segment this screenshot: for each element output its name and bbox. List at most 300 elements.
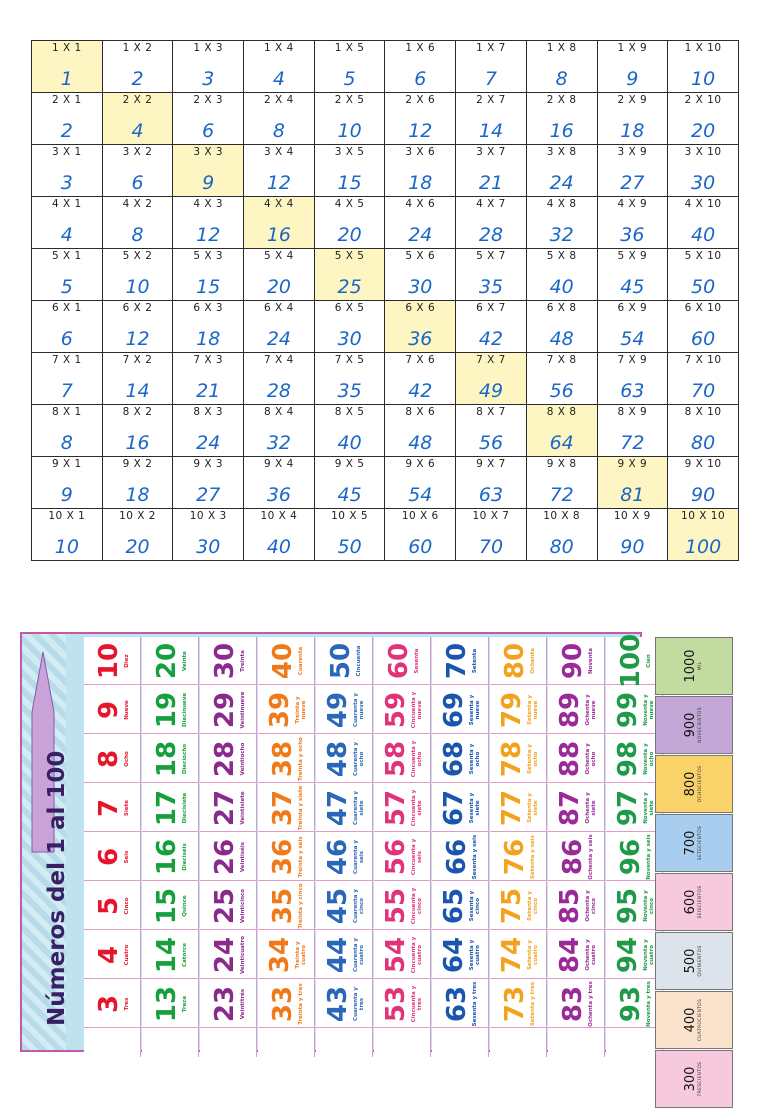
table-cell — [314, 197, 385, 249]
table-cell — [385, 301, 456, 353]
cell-expression: 9 X 1 — [51, 458, 82, 470]
poster-number-word: Noventa y ocho — [642, 742, 655, 775]
poster-number-cell — [258, 931, 315, 979]
hundreds-number: 600 — [683, 889, 698, 915]
table-cell — [385, 249, 456, 301]
poster-number-cell — [142, 784, 199, 832]
poster-number: 19 — [151, 691, 182, 728]
poster-number-word: Ochenta y siete — [584, 791, 597, 824]
hundreds-word: SETECIENTOS — [698, 825, 703, 861]
cell-result: 24 — [408, 224, 433, 246]
poster-number-word: Ochenta y nueve — [584, 693, 597, 726]
cell-result: 12 — [266, 172, 291, 194]
cell-expression: 5 X 5 — [334, 250, 365, 262]
table-cell — [314, 405, 385, 457]
cell-expression: 3 X 1 — [51, 146, 82, 158]
poster-number-word: Cuarenta y ocho — [352, 741, 365, 776]
poster-number-word: Dieciséis — [181, 842, 188, 871]
poster-number: 89 — [554, 691, 585, 728]
table-cell — [456, 353, 527, 405]
table-cell — [173, 249, 244, 301]
poster-number: 76 — [499, 838, 530, 875]
poster-number: 8 — [93, 749, 124, 768]
poster-number-word: Seis — [123, 850, 130, 863]
cell-result: 45 — [337, 484, 362, 506]
poster-number: 75 — [496, 887, 527, 924]
cell-result: 30 — [196, 536, 221, 558]
cell-result: 45 — [620, 276, 645, 298]
cell-result: 48 — [549, 328, 574, 350]
table-cell — [526, 145, 597, 197]
poster-number: 100 — [615, 633, 646, 688]
poster-number-cell — [316, 784, 373, 832]
multiplication-table-body — [32, 41, 739, 561]
poster-number: 95 — [612, 887, 643, 924]
cell-expression: 8 X 2 — [122, 406, 153, 418]
hundreds-number: 900 — [683, 712, 698, 738]
cell-expression: 9 X 4 — [264, 458, 294, 470]
cell-result: 14 — [478, 120, 504, 142]
cell-result: 81 — [620, 484, 645, 506]
cell-result: 100 — [684, 536, 722, 558]
poster-number-word: Setenta y cinco — [526, 890, 539, 921]
table-cell — [102, 41, 173, 93]
table-cell — [102, 249, 173, 301]
poster-number-word: Siete — [123, 799, 130, 816]
poster-number-cell — [374, 931, 431, 979]
poster-number-cell — [432, 637, 489, 685]
cell-expression: 3 X 3 — [193, 146, 224, 158]
table-cell — [526, 249, 597, 301]
poster-number: 73 — [499, 985, 530, 1022]
cell-result: 6 — [60, 328, 73, 350]
table-cell — [597, 197, 668, 249]
cell-result: 5 — [343, 68, 356, 90]
table-cell — [32, 93, 103, 145]
poster-number-cell — [490, 833, 547, 881]
cell-expression: 7 X 6 — [405, 354, 436, 366]
poster-column — [142, 637, 199, 1057]
table-row — [32, 301, 739, 353]
cell-result: 63 — [620, 380, 645, 402]
table-cell — [173, 93, 244, 145]
poster-number-word: Setenta y ocho — [526, 743, 539, 774]
cell-expression: 7 X 10 — [684, 354, 722, 366]
poster-number-word: Ochenta y tres — [587, 980, 594, 1027]
table-cell — [668, 93, 739, 145]
cell-result: 12 — [125, 328, 150, 350]
cell-result: 56 — [478, 432, 504, 454]
cell-result: 18 — [408, 172, 433, 194]
poster-number-cell — [374, 980, 431, 1028]
table-cell — [244, 405, 315, 457]
cell-result: 42 — [478, 328, 504, 350]
cell-expression: 8 X 5 — [334, 406, 365, 418]
poster-number: 57 — [380, 789, 411, 826]
poster-number-cell — [432, 784, 489, 832]
poster-number-cell — [84, 980, 141, 1028]
table-cell — [456, 41, 527, 93]
table-cell — [102, 93, 173, 145]
numbers-poster — [20, 632, 655, 1052]
cell-expression: 2 X 8 — [546, 94, 577, 106]
poster-number-word: Treinta y cuatro — [294, 940, 307, 969]
cell-expression: 6 X 5 — [334, 302, 365, 314]
cell-expression: 6 X 1 — [51, 302, 82, 314]
poster-number: 23 — [209, 985, 240, 1022]
cell-result: 20 — [125, 536, 150, 558]
cell-result: 9 — [60, 484, 73, 506]
cell-expression: 5 X 7 — [476, 250, 506, 262]
cell-result: 15 — [196, 276, 221, 298]
table-cell — [597, 93, 668, 145]
table-cell — [597, 509, 668, 561]
poster-number-word: Diecisiete — [181, 792, 188, 823]
table-cell — [456, 457, 527, 509]
cell-result: 6 — [414, 68, 427, 90]
cell-expression: 2 X 5 — [334, 94, 365, 106]
poster-number: 27 — [209, 789, 240, 826]
poster-number-cell — [490, 784, 547, 832]
poster-number: 66 — [441, 838, 472, 875]
cell-expression: 2 X 1 — [51, 94, 82, 106]
cell-expression: 3 X 4 — [264, 146, 294, 158]
hundreds-word: CUATROCIENTOS — [698, 998, 703, 1042]
table-cell — [173, 457, 244, 509]
table-row — [32, 93, 739, 145]
poster-number: 39 — [264, 691, 295, 728]
table-cell — [102, 145, 173, 197]
table-cell — [314, 41, 385, 93]
poster-number-word: Sesenta y tres — [471, 981, 478, 1026]
poster-number-word: Ochenta y ocho — [584, 742, 597, 775]
cell-expression: 9 X 2 — [122, 458, 153, 470]
table-cell — [668, 353, 739, 405]
cell-expression: 4 X 7 — [476, 198, 506, 210]
poster-number-cell — [490, 735, 547, 783]
poster-number-word: Cuarenta y cuatro — [352, 937, 365, 972]
poster-number-word: Treinta — [239, 649, 246, 672]
poster-number-word: Sesenta y siete — [468, 792, 481, 823]
hundreds-number: 300 — [683, 1066, 698, 1092]
table-cell — [597, 145, 668, 197]
poster-number-cell — [490, 686, 547, 734]
poster-number-cell — [84, 686, 141, 734]
poster-number-word: Veinte — [181, 650, 188, 671]
cell-expression: 1 X 7 — [476, 42, 506, 54]
cell-result: 32 — [266, 432, 291, 454]
poster-number: 9 — [93, 700, 124, 719]
poster-number: 34 — [264, 936, 295, 973]
poster-number-cell — [200, 931, 257, 979]
cell-expression: 3 X 2 — [122, 146, 153, 158]
hundreds-cell — [655, 637, 733, 695]
cell-expression: 8 X 8 — [546, 406, 577, 418]
table-cell — [102, 301, 173, 353]
poster-number-word: Setenta — [471, 648, 478, 673]
cell-result: 8 — [272, 120, 285, 142]
table-row — [32, 405, 739, 457]
table-cell — [173, 509, 244, 561]
table-cell — [526, 197, 597, 249]
cell-result: 50 — [337, 536, 362, 558]
poster-number: 4 — [93, 945, 124, 964]
poster-number: 48 — [322, 740, 353, 777]
cell-result: 80 — [691, 432, 716, 454]
cell-expression: 10 X 2 — [119, 510, 156, 522]
cell-expression: 2 X 3 — [193, 94, 224, 106]
poster-number: 28 — [209, 740, 240, 777]
cell-expression: 4 X 5 — [334, 198, 365, 210]
poster-number-word: Diez — [123, 653, 130, 668]
cell-expression: 5 X 8 — [546, 250, 577, 262]
poster-number-word: Noventa y tres — [645, 980, 652, 1027]
cell-expression: 10 X 8 — [543, 510, 581, 522]
cell-result: 18 — [620, 120, 645, 142]
cell-expression: 2 X 2 — [122, 94, 153, 106]
table-cell — [314, 457, 385, 509]
cell-result: 35 — [478, 276, 504, 298]
poster-number-word: Noventa y seis — [645, 833, 652, 880]
cell-result: 40 — [266, 536, 291, 558]
cell-result: 48 — [408, 432, 433, 454]
poster-number-word: Treinta y tres — [297, 982, 304, 1025]
cell-result: 20 — [691, 120, 716, 142]
cell-result: 72 — [620, 432, 645, 454]
poster-number-cell — [258, 686, 315, 734]
poster-number-cell — [200, 686, 257, 734]
poster-number: 68 — [438, 740, 469, 777]
cell-result: 40 — [691, 224, 716, 246]
poster-number-word: Treinta y cinco — [297, 882, 304, 929]
poster-number: 5 — [93, 896, 124, 915]
cell-result: 42 — [408, 380, 433, 402]
poster-number-cell — [200, 882, 257, 930]
poster-number-cell — [258, 735, 315, 783]
table-cell — [314, 145, 385, 197]
poster-number-word: Cuarenta y siete — [352, 790, 365, 825]
table-cell — [456, 405, 527, 457]
poster-number-cell — [142, 931, 199, 979]
poster-number: 79 — [496, 691, 527, 728]
poster-number-word: Sesenta y seis — [471, 834, 478, 879]
cell-expression: 5 X 1 — [51, 250, 82, 262]
poster-number-cell — [200, 784, 257, 832]
table-cell — [314, 249, 385, 301]
poster-number-word: Treinta y seis — [297, 835, 304, 878]
table-cell — [526, 457, 597, 509]
cell-expression: 7 X 2 — [122, 354, 153, 366]
poster-number-cell — [490, 931, 547, 979]
poster-number-cell — [142, 735, 199, 783]
cell-expression: 6 X 9 — [617, 302, 648, 314]
cell-expression: 8 X 10 — [684, 406, 722, 418]
poster-number-word: Sesenta — [413, 648, 420, 673]
poster-number-word: Noventa y cinco — [642, 889, 655, 922]
table-cell — [32, 301, 103, 353]
hundreds-number: 400 — [683, 1007, 698, 1033]
poster-number-cell — [432, 833, 489, 881]
cell-result: 25 — [337, 276, 362, 298]
poster-number: 10 — [93, 642, 124, 679]
cell-result: 16 — [549, 120, 574, 142]
poster-number-cell — [84, 784, 141, 832]
table-cell — [668, 405, 739, 457]
poster-number-word: Veintiocho — [239, 742, 246, 775]
poster-number: 14 — [151, 936, 182, 973]
poster-number-cell — [548, 882, 605, 930]
cell-result: 10 — [337, 120, 362, 142]
table-cell — [385, 353, 456, 405]
poster-number: 83 — [557, 985, 588, 1022]
cell-result: 35 — [337, 380, 362, 402]
cell-result: 6 — [202, 120, 215, 142]
table-row — [32, 509, 739, 561]
cell-result: 4 — [131, 120, 144, 142]
poster-number-word: Ochenta y seis — [587, 833, 594, 880]
cell-expression: 4 X 2 — [122, 198, 153, 210]
cell-expression: 1 X 9 — [617, 42, 648, 54]
hundreds-cell — [655, 696, 733, 754]
hundreds-cell — [655, 755, 733, 813]
poster-column — [432, 637, 489, 1057]
poster-number-word: Setenta y cuatro — [526, 939, 539, 970]
poster-column — [84, 637, 141, 1057]
cell-result: 63 — [478, 484, 504, 506]
cell-result: 72 — [549, 484, 574, 506]
poster-number-word: Sesenta y cuatro — [468, 939, 481, 970]
cell-result: 36 — [408, 328, 433, 350]
poster-number-word: Sesenta y cinco — [468, 890, 481, 921]
cell-expression: 4 X 10 — [684, 198, 722, 210]
poster-number-word: Cuarenta y nueve — [352, 692, 365, 727]
cell-expression: 10 X 7 — [472, 510, 510, 522]
table-cell — [32, 249, 103, 301]
table-cell — [526, 93, 597, 145]
poster-number-cell — [432, 931, 489, 979]
poster-number-cell — [258, 833, 315, 881]
poster-number-cell — [258, 784, 315, 832]
table-cell — [102, 197, 173, 249]
table-cell — [597, 353, 668, 405]
poster-number-cell — [316, 980, 373, 1028]
table-cell — [526, 41, 597, 93]
cell-result: 56 — [549, 380, 574, 402]
table-cell — [102, 509, 173, 561]
cell-result: 70 — [478, 536, 504, 558]
poster-number-cell — [200, 637, 257, 685]
poster-number: 25 — [209, 887, 240, 924]
poster-number-cell — [84, 833, 141, 881]
poster-number-word: Ochenta y cuatro — [584, 938, 597, 971]
poster-number-word: Ochenta — [529, 647, 536, 674]
table-cell — [32, 457, 103, 509]
cell-result: 3 — [202, 68, 215, 90]
poster-number: 80 — [499, 642, 530, 679]
hundreds-number: 700 — [683, 830, 698, 856]
table-cell — [244, 197, 315, 249]
cell-expression: 10 X 10 — [681, 510, 726, 522]
poster-number-cell — [200, 980, 257, 1028]
cell-result: 30 — [408, 276, 433, 298]
poster-number: 20 — [151, 642, 182, 679]
cell-expression: 9 X 3 — [193, 458, 224, 470]
cell-expression: 1 X 5 — [334, 42, 365, 54]
table-cell — [456, 197, 527, 249]
poster-number: 90 — [557, 642, 588, 679]
poster-number-cell — [548, 735, 605, 783]
cell-expression: 10 X 9 — [613, 510, 651, 522]
multiplication-table — [31, 40, 739, 561]
poster-number: 53 — [380, 985, 411, 1022]
poster-number: 74 — [496, 936, 527, 973]
table-cell — [102, 405, 173, 457]
poster-number-cell — [432, 882, 489, 930]
table-cell — [32, 41, 103, 93]
cell-expression: 4 X 1 — [51, 198, 82, 210]
table-cell — [597, 457, 668, 509]
cell-expression: 4 X 4 — [264, 198, 294, 210]
cell-result: 2 — [131, 68, 144, 90]
poster-number-cell — [316, 686, 373, 734]
table-row — [32, 249, 739, 301]
poster-number-word: Veintinueve — [239, 691, 246, 728]
poster-number-cell — [316, 931, 373, 979]
cell-expression: 8 X 7 — [476, 406, 506, 418]
cell-expression: 7 X 4 — [264, 354, 294, 366]
poster-number-cell — [374, 784, 431, 832]
poster-number-word: Setenta y siete — [526, 792, 539, 823]
cell-result: 18 — [196, 328, 221, 350]
poster-number-word: Treinta y ocho — [297, 736, 304, 781]
poster-number: 86 — [557, 838, 588, 875]
table-cell — [526, 509, 597, 561]
cell-expression: 10 X 6 — [401, 510, 439, 522]
table-cell — [32, 509, 103, 561]
table-cell — [314, 509, 385, 561]
hundreds-word: SEISCIENTOS — [698, 885, 703, 919]
cell-expression: 2 X 7 — [476, 94, 506, 106]
poster-title: Números del 1 al 100 — [44, 750, 70, 1026]
table-cell — [244, 249, 315, 301]
cell-expression: 1 X 8 — [546, 42, 577, 54]
table-cell — [244, 509, 315, 561]
poster-number-word: Cincuenta y nueve — [410, 691, 423, 728]
poster-number-word: Treinta y siete — [297, 785, 304, 830]
hundreds-cell — [655, 873, 733, 931]
poster-number-word: Noventa y cuatro — [642, 938, 655, 971]
table-cell — [173, 353, 244, 405]
poster-number-cell — [200, 735, 257, 783]
poster-number: 87 — [554, 789, 585, 826]
cell-expression: 4 X 6 — [405, 198, 436, 210]
hundreds-number: 1000 — [683, 649, 698, 683]
cell-result: 15 — [337, 172, 362, 194]
cell-expression: 5 X 3 — [193, 250, 224, 262]
cell-expression: 4 X 9 — [617, 198, 648, 210]
poster-number: 58 — [380, 740, 411, 777]
poster-number-word: Veinticuatro — [239, 935, 246, 974]
poster-number: 44 — [322, 936, 353, 973]
poster-number-cell — [84, 637, 141, 685]
table-cell — [385, 41, 456, 93]
poster-number: 29 — [209, 691, 240, 728]
hundreds-word: MIL — [698, 661, 703, 671]
cell-expression: 10 X 3 — [189, 510, 227, 522]
poster-number-cell — [142, 980, 199, 1028]
poster-number: 36 — [267, 838, 298, 875]
poster-number-word: Catorce — [181, 942, 188, 967]
